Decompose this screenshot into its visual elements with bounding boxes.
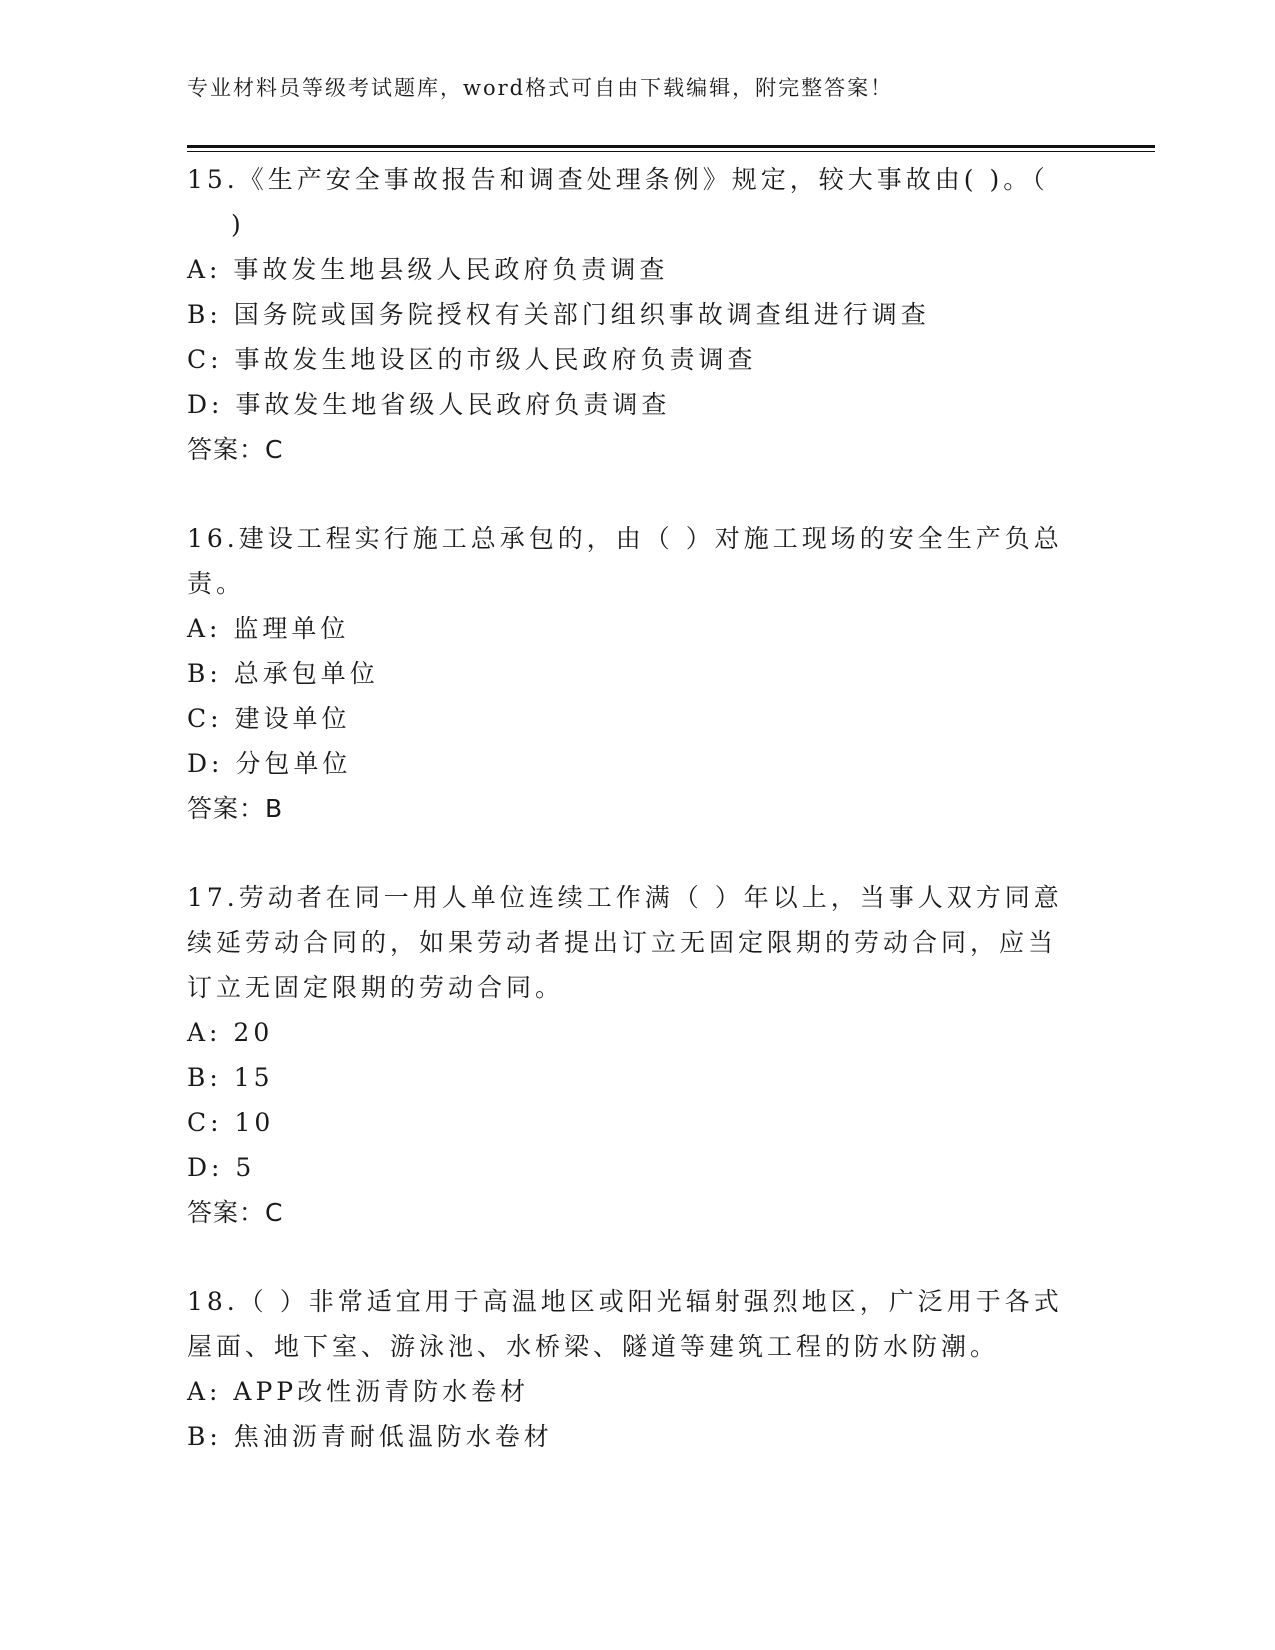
option-d: D: 5	[187, 1153, 256, 1182]
option-a: A: 监理单位	[187, 614, 350, 643]
page-header: 专业材料员等级考试题库，word格式可自由下载编辑，附完整答案！	[187, 76, 894, 100]
question-stem-continuation: 续延劳动合同的，如果劳动者提出订立无固定限期的劳动合同，应当	[187, 928, 1058, 957]
question-stem-continuation: )	[231, 210, 245, 239]
question-stem: 17.劳动者在同一用人单位连续工作满（ ）年以上，当事人双方同意	[187, 883, 1063, 912]
question-17	[187, 875, 1067, 1235]
option-b: B: 国务院或国务院授权有关部门组织事故调查组进行调查	[187, 300, 930, 329]
question-stem: 15.《生产安全事故报告和调查处理条例》规定，较大事故由( )。（	[187, 165, 1049, 194]
option-b: B: 总承包单位	[187, 659, 379, 688]
option-b: B: 15	[187, 1063, 274, 1092]
option-b: B: 焦油沥青耐低温防水卷材	[187, 1422, 553, 1451]
answer: 答案：C	[187, 1198, 284, 1227]
option-c: C: 事故发生地设区的市级人民政府负责调查	[187, 345, 757, 374]
option-d: D: 分包单位	[187, 749, 352, 778]
question-18	[187, 1279, 1067, 1459]
option-a: A: 20	[187, 1018, 274, 1047]
question-stem-continuation: 屋面、地下室、游泳池、水桥梁、隧道等建筑工程的防水防潮。	[187, 1332, 1000, 1361]
question-stem-continuation: 订立无固定限期的劳动合同。	[187, 973, 565, 1002]
question-16	[187, 516, 1067, 831]
option-c: C: 建设单位	[187, 704, 351, 733]
question-stem: 16.建设工程实行施工总承包的，由（ ）对施工现场的安全生产负总	[187, 524, 1063, 553]
option-d: D: 事故发生地省级人民政府负责调查	[187, 390, 671, 419]
option-c: C: 10	[187, 1108, 275, 1137]
question-stem: 18.（ ）非常适宜用于高温地区或阳光辐射强烈地区，广泛用于各式	[187, 1287, 1063, 1316]
option-a: A: APP改性沥青防水卷材	[187, 1377, 530, 1406]
question-stem-continuation: 责。	[187, 569, 246, 598]
answer: 答案：C	[187, 435, 284, 464]
answer: 答案：B	[187, 794, 284, 823]
question-list	[187, 157, 1067, 1503]
option-a: A: 事故发生地县级人民政府负责调查	[187, 255, 669, 284]
header-rule-thick	[187, 145, 1155, 148]
header-rule-thin	[187, 151, 1155, 152]
question-15	[187, 157, 1067, 472]
